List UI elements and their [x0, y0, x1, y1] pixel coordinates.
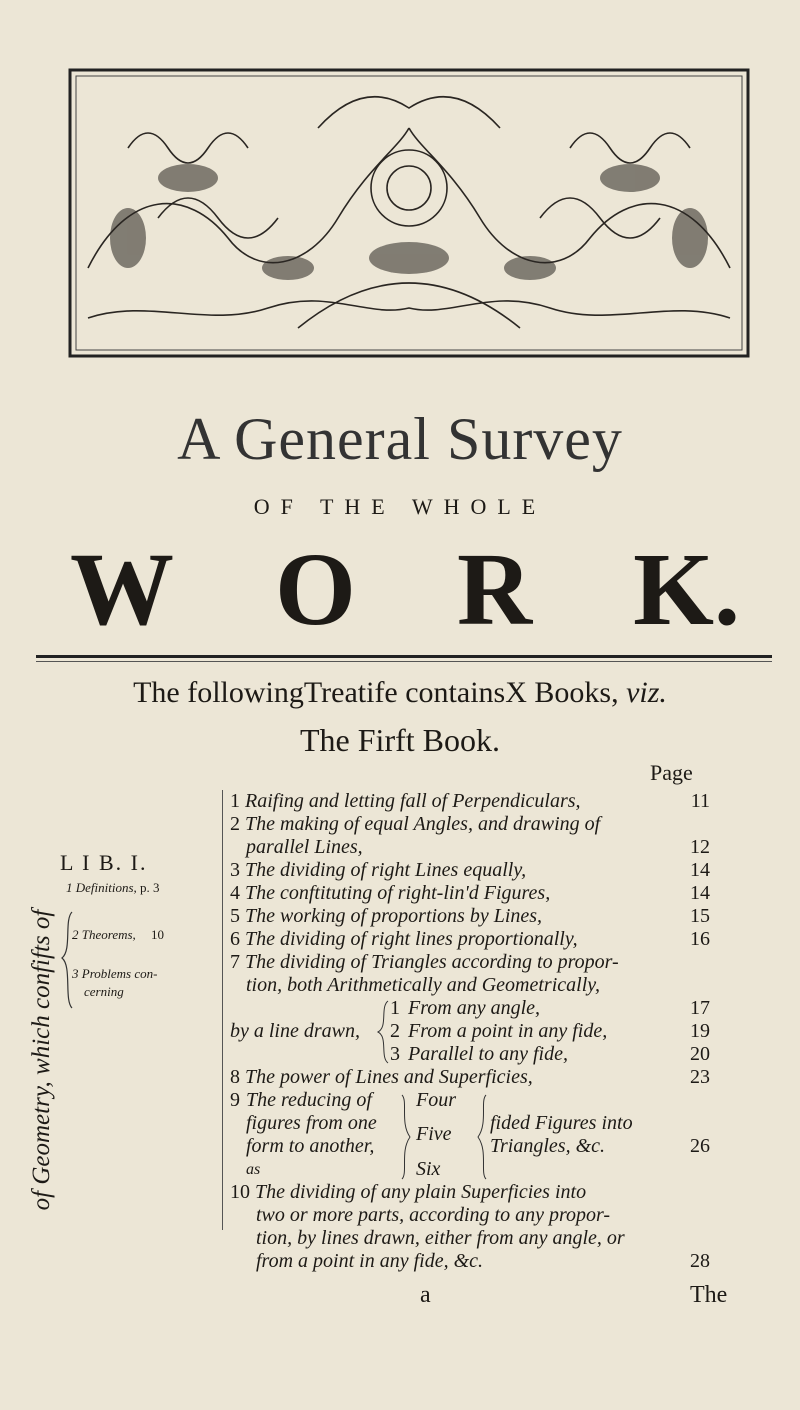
- work-letter: W: [70, 532, 174, 647]
- side-brace: [58, 910, 78, 1010]
- lib-label: L I B. I.: [60, 850, 148, 875]
- intro-viz: viz.: [626, 676, 667, 709]
- toc-entry: 4 The conftituting of right-lin'd Figures, 14: [230, 882, 710, 904]
- sub-brace: [376, 999, 390, 1065]
- intro-text: The followingTreatife containsX Books,: [133, 676, 619, 709]
- toc-entry-continued: tion, by lines drawn, either from any angle, or: [256, 1227, 625, 1249]
- toc-entry-continued: tion, both Arithmetically and Geometrically,: [246, 974, 601, 996]
- toc-entry: 8 The power of Lines and Superficies, 23: [230, 1066, 710, 1088]
- vertical-side-title-text: of Geometry, which confifts of: [28, 909, 55, 1211]
- toc-entry-continued: two or more parts, according to any propor-: [256, 1204, 611, 1226]
- divider-rule: [36, 655, 772, 658]
- side-item-num: 1: [66, 880, 73, 895]
- toc-entry-continued: from a point in any fide, &c. 28: [256, 1250, 710, 1272]
- toc-entry-continued: parallel Lines, 12: [246, 836, 710, 858]
- work-heading: [70, 532, 740, 647]
- ornamental-headpiece: [68, 68, 750, 358]
- toc-entry: 1 Raifing and letting fall of Perpendiculars, 11: [230, 790, 710, 812]
- entry9-braces: [396, 1093, 496, 1181]
- work-letter: R: [456, 532, 533, 647]
- toc-brace-line: [222, 790, 223, 1230]
- work-letter: K.: [633, 532, 740, 647]
- toc-entry-9: 9 The reducing of figures from one form to another, as Four Five Six fided Figures into Triangles, &c. 26: [230, 1089, 710, 1180]
- side-item-page: p. 3: [140, 880, 160, 895]
- side-item-num: 3: [72, 966, 79, 981]
- toc-entry: 5 The working of proportions by Lines, 15: [230, 905, 710, 927]
- divider-rule-thin: [36, 661, 772, 662]
- side-item-num: 2: [72, 927, 79, 942]
- side-item-label: Problems con-: [81, 966, 158, 981]
- side-item-page: 10: [151, 927, 165, 942]
- page-title: A General Survey: [177, 406, 623, 472]
- book-heading: The Firft Book.: [300, 722, 500, 758]
- catchword: The: [690, 1282, 728, 1308]
- intro-line: [0, 676, 800, 710]
- signature-mark: a: [420, 1282, 431, 1308]
- toc-entry: 6 The dividing of right lines proportionally, 16: [230, 928, 710, 950]
- side-item-continued: cerning: [84, 984, 124, 999]
- toc-subgroup: 1 From any angle, 17 by a line drawn, 2 From a point in any fide, 19 3 Parallel to any fide, 20: [230, 997, 710, 1065]
- side-item: [72, 927, 164, 943]
- toc-entry: 10 The dividing of any plain Superficies into: [230, 1181, 587, 1203]
- toc-list: [230, 790, 710, 1273]
- side-item: [66, 880, 160, 896]
- side-item-label: Definitions,: [75, 880, 137, 895]
- page-column-heading: Page: [650, 760, 693, 785]
- toc-entry: 2 The making of equal Angles, and drawing of: [230, 813, 601, 835]
- toc-entry: 7 The dividing of Triangles according to propor-: [230, 951, 619, 973]
- page-subtitle: OF THE WHOLE: [253, 494, 547, 519]
- work-letter: O: [275, 532, 356, 647]
- side-item-label: Theorems,: [81, 927, 136, 942]
- toc-entry: 3 The dividing of right Lines equally, 14: [230, 859, 710, 881]
- side-item: [72, 966, 157, 982]
